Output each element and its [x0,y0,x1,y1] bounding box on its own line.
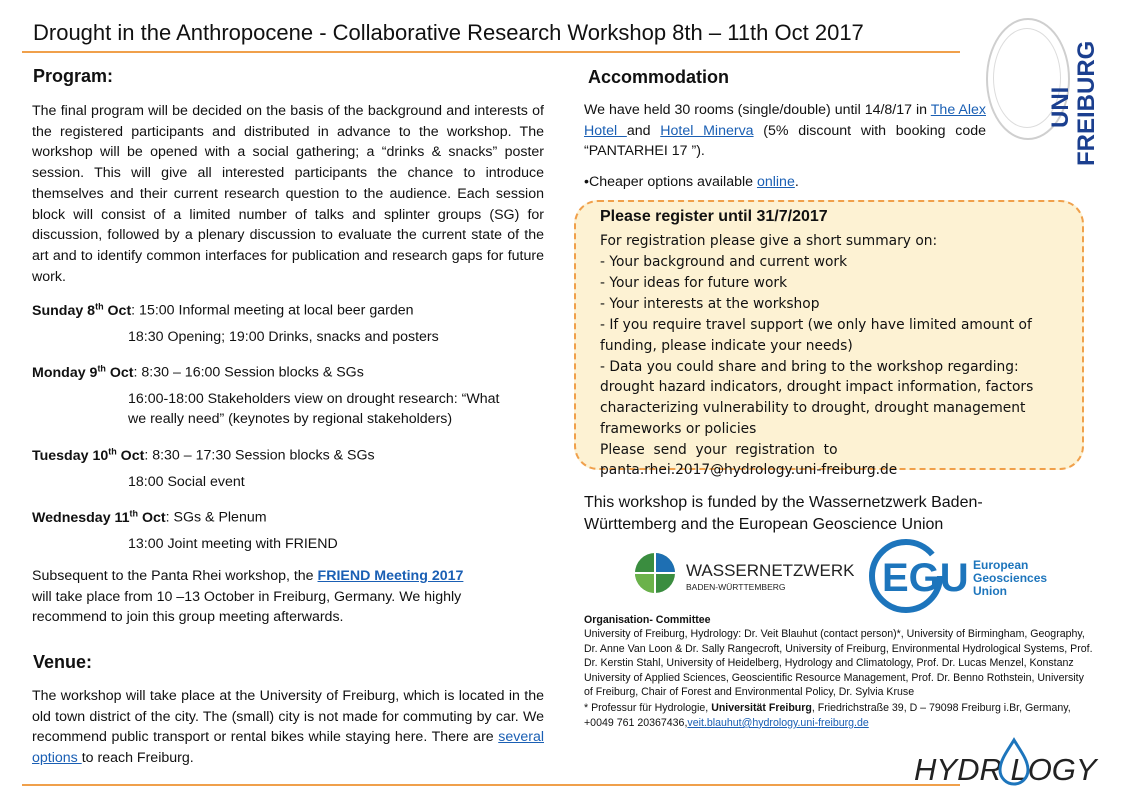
registration-line: - Your background and current work [600,254,848,270]
several-options-link[interactable]: several options [32,729,544,767]
registration-title: Please register until 31/7/2017 [600,208,828,225]
svg-text:European: European [973,558,1029,572]
program-schedule [32,296,552,566]
organisation-heading: Organisation- Committee [584,614,711,626]
schedule-sunday: Sunday 8th Oct: 15:00 Informal meeting at local beer garden [32,301,414,319]
program-heading: Program: [33,66,114,86]
venue-heading: Venue: [33,652,93,672]
accommodation-text: We have held 30 rooms (single/double) until 14/8/17 in The Alex Hotel and Hotel Minerva (5% discount with booking code “PANTARHEI 17 ”). [584,102,986,160]
registration-email[interactable]: panta.rhei.2017@hydrology.uni-freiburg.de [600,462,898,478]
registration-line: - Your ideas for future work [600,275,788,291]
registration-line: drought hazard indicators, drought impact information, factors [600,379,1034,395]
hotel-minerva-link[interactable]: Hotel Minerva [660,122,754,139]
uni-freiburg-logo [1046,24,1102,174]
registration-line: funding, please indicate your needs) [600,338,853,354]
wassernetzwerk-sub: BADEN-WÜRTTEMBERG [686,582,786,592]
freiburg-text: FREIBURG [1073,40,1100,166]
organisation-committee [584,613,1094,730]
registration-line: - Data you could share and bring to the workshop regarding: [600,359,1019,375]
registration-line: - If you require travel support (we only have limited amount of [600,317,1032,333]
svg-text:Geosciences: Geosciences [973,571,1048,585]
funding-text: This workshop is funded by the Wassernetzwerk Baden- Württemberg and the European Geoscience Union [584,494,983,533]
schedule-wednesday-more: 13:00 Joint meeting with FRIEND [128,536,338,552]
program-intro: The final program will be decided on the basis of the background and interests of the registered participants and distributed in advance to the workshop. The workshop will be opened with a social gathering; a “drinks & snacks” poster session. This will give all interested participants the chance to introduce themselves and their current research question to the audience. Each session block will consist of a limited number of talks and splinter groups (SG) for discussion, followed by a plenary discussion to evaluate the current state of the art and to identify common interfaces for publication and research gaps for future work. [32,103,544,285]
registration-line: For registration please give a short summary on: [600,233,938,249]
friend-paragraph: Subsequent to the Panta Rhei workshop, the FRIEND Meeting 2017 will take place from 10 –13 October in Freiburg, Germany. We highly recommend to join this group meeting afterwards. [32,568,464,626]
organisation-footnote: * Professur für Hydrologie, Universität Freiburg, Friedrichstraße 39, D – 79098 Freiburg i.Br, Germany, +0049 761 20367436,veit.blauhut@hydrology.uni-freiburg.de [584,702,1071,729]
registration-line: - Your interests at the workshop [600,296,820,312]
hydrology-wordmark: HYDR LOGY [914,752,1097,786]
contact-email-link[interactable]: veit.blauhut@hydrology.uni-freiburg.de [687,716,869,729]
registration-line: Please send your registration to [600,442,838,458]
cheaper-options: •Cheaper options available online. [584,174,799,190]
egu-logo [868,536,1068,616]
organisation-text: University of Freiburg, Hydrology: Dr. Veit Blauhut (contact person)*, University of Birmingham, Geography, Dr. Anne Van Loon & Dr. Sally Rangecroft, University of Freiburg, Environmental Hydrological Systems, Prof. Dr. Kerstin Stahl, University of Heidelberg, Hydrology and Climatology, Prof. Dr. Lucas Menzel, Konstanz University of Applied Sciences, Geoscientific Resource Management, Prof. Dr. Benno Rothstein, University of Freiburg, Chair of Forest and Environmental Policy, Dr. Sylvia Kruse [584,628,1093,699]
schedule-tuesday: Tuesday 10th Oct: 8:30 – 17:30 Session blocks & SGs [32,446,375,464]
registration-box [574,200,1084,478]
hydrology-logo [912,736,1112,786]
schedule-monday: Monday 9th Oct: 8:30 – 16:00 Session blocks & SGs [32,363,364,381]
online-link[interactable]: online [756,174,795,190]
schedule-monday-more-2: we really need” (keynotes by regional stakeholders) [128,411,453,427]
schedule-wednesday: Wednesday 11th Oct: SGs & Plenum [32,508,267,526]
svg-text:Union: Union [973,584,1007,598]
accommodation-heading: Accommodation [588,67,730,87]
schedule-sunday-more: 18:30 Opening; 19:00 Drinks, snacks and posters [128,329,439,345]
friend-meeting-link[interactable]: FRIEND Meeting 2017 [317,568,464,584]
uni-text: UNI [1047,86,1074,128]
page-title: Drought in the Anthropocene - Collaborative Research Workshop 8th – 11th Oct 2017 [33,20,864,45]
alex-hotel-link[interactable]: The Alex Hotel [584,102,986,139]
wassernetzwerk-wordmark: WASSERNETZWERK [686,561,854,580]
wassernetzwerk-logo [634,552,854,598]
registration-line: characterizing vulnerability to drought, drought management [600,400,1026,416]
bottom-rule [22,784,960,786]
schedule-tuesday-more: 18:00 Social event [128,474,245,490]
venue-text: The workshop will take place at the University of Freiburg, which is located in the old town district of the city. The (small) city is not made for commuting by car. We recommend public transport or rental bikes while staying here. There are several options to reach Freiburg. [32,688,544,767]
egu-letters: EGU [882,556,969,600]
schedule-monday-more-1: 16:00-18:00 Stakeholders view on drought research: “What [128,391,500,407]
title-rule [22,51,960,53]
registration-line: frameworks or policies [600,421,757,437]
